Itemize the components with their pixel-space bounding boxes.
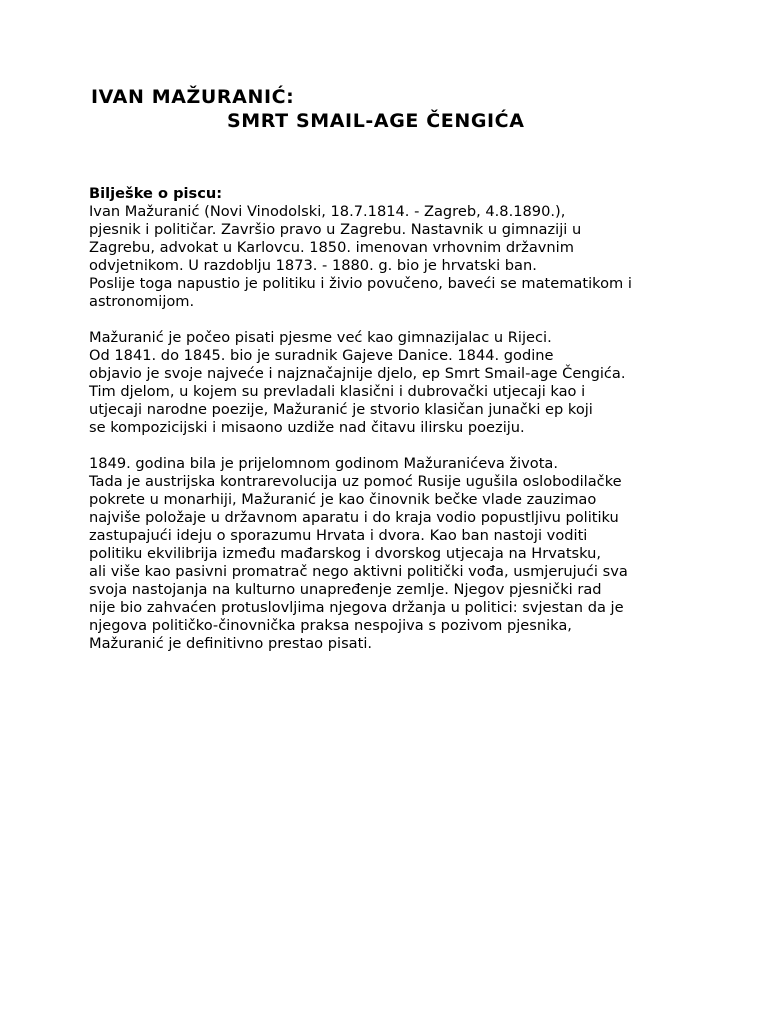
- text-line: najviše položaje u državnom aparatu i do kraja vodio popustljivu politiku: [89, 509, 619, 526]
- text-line: Od 1841. do 1845. bio je suradnik Gajeve Danice. 1844. godine: [89, 347, 554, 364]
- document-body: [89, 185, 689, 653]
- document-title-work: SMRT SMAIL-AGE ČENGIĆA: [227, 110, 525, 132]
- text-line: njegova političko-činovnička praksa nespojiva s pozivom pjesnika,: [89, 617, 572, 634]
- text-line: nije bio zahvaćen protuslovljima njegova držanja u politici: svjestan da je: [89, 599, 624, 616]
- text-line: Tada je austrijska kontrarevolucija uz pomoć Rusije ugušila oslobodilačke: [89, 473, 622, 490]
- text-line: Zagrebu, advokat u Karlovcu. 1850. imenovan vrhovnim državnim: [89, 239, 574, 256]
- text-line: Ivan Mažuranić (Novi Vinodolski, 18.7.1814. - Zagreb, 4.8.1890.),: [89, 203, 566, 220]
- section-heading: Bilješke o piscu:: [89, 185, 223, 202]
- paragraph-politics: [89, 455, 689, 653]
- text-line: objavio je svoje najveće i najznačajnije djelo, ep Smrt Smail-age Čengića.: [89, 365, 626, 382]
- text-line: utjecaji narodne poezije, Mažuranić je stvorio klasičan junački ep koji: [89, 401, 593, 418]
- paragraph-biography: [89, 203, 689, 311]
- text-line: Mažuranić je definitivno prestao pisati.: [89, 635, 373, 652]
- text-line: Mažuranić je počeo pisati pjesme već kao gimnazijalac u Rijeci.: [89, 329, 552, 346]
- text-line: pjesnik i političar. Završio pravo u Zagrebu. Nastavnik u gimnaziji u: [89, 221, 582, 238]
- paragraph-gap: [89, 437, 689, 455]
- text-line: politiku ekvilibrija između mađarskog i dvorskog utjecaja na Hrvatsku,: [89, 545, 602, 562]
- text-line: pokrete u monarhiji, Mažuranić je kao činovnik bečke vlade zauzimao: [89, 491, 597, 508]
- text-line: Poslije toga napustio je politiku i živio povučeno, baveći se matematikom i: [89, 275, 632, 292]
- document-title-author: IVAN MAŽURANIĆ:: [91, 86, 295, 108]
- paragraph-poetry: [89, 329, 689, 437]
- text-line: Tim djelom, u kojem su prevladali klasični i dubrovački utjecaji kao i: [89, 383, 586, 400]
- text-line: odvjetnikom. U razdoblju 1873. - 1880. g. bio je hrvatski ban.: [89, 257, 537, 274]
- text-line: se kompozicijski i misaono uzdiže nad čitavu ilirsku poeziju.: [89, 419, 525, 436]
- text-line: ali više kao pasivni promatrač nego aktivni politički vođa, usmjerujući sva: [89, 563, 628, 580]
- text-line: 1849. godina bila je prijelomnom godinom Mažuranićeva života.: [89, 455, 559, 472]
- text-line: svoja nastojanja na kulturno unapređenje zemlje. Njegov pjesnički rad: [89, 581, 602, 598]
- text-line: zastupajući ideju o sporazumu Hrvata i dvora. Kao ban nastoji voditi: [89, 527, 588, 544]
- paragraph-gap: [89, 311, 689, 329]
- text-line: astronomijom.: [89, 293, 195, 310]
